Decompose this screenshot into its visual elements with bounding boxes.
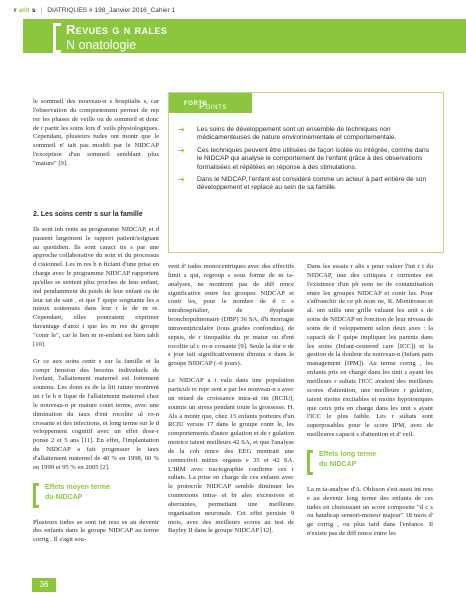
- column-1-top: [33, 98, 159, 169]
- column-3: [307, 263, 433, 539]
- box-heading-long-term: [307, 450, 433, 476]
- page-number: 36: [32, 578, 56, 592]
- column-1: [33, 211, 159, 545]
- issue-info: DIATRIQUES # 198_Janvier 2016_Cahier 1: [47, 7, 176, 14]
- heading-bracket-icon: [33, 483, 39, 508]
- key-points-list: [169, 126, 443, 197]
- heading-bracket-icon: [307, 450, 313, 475]
- paragraph: Ils sont inh rents au programme NIDCAP, et d passent largement le rapport patient/soignant au quotidien. Ils sont caract ris s par une approche collaborative du soin et du processus d cisionnel. Les m res b n ficiant d'une prise en charge avec le programme NIDCAP rapportent qu'elles se sentent plus proches de leur enfant, ind pendamment du poids de leur enfant ou de leur tat de sant , et que l' quipe soignante les a mieux soutenues dans leur r le de m re. Cependant, elles pourraient exprimer davantage d'anxi t que les m res du groupe "contr le", car le lien m re-enfant est bien tabli [10].: [33, 225, 159, 348]
- journal-brand: r alit s: [14, 7, 36, 14]
- key-point-item: ➔ Ces techniques peuvent être utilisées de façon isolée ou intégrée, comme dans le NIDCAP qui analyse le comportement de l'enfant grâce à des observations formalisées et répétées en réponse à des stimulations.: [178, 145, 430, 171]
- section-title: Revues g n rales: [66, 22, 168, 37]
- box-heading-line-2: du NIDCAP: [319, 460, 357, 468]
- arrow-right-icon: ➔: [178, 145, 185, 155]
- key-points-tab: [169, 93, 252, 113]
- paragraph: Le NIDCAP a t valu dans une population particuli re repr sent e par les nouveau-n s avec un retard de croissance intra-ut rin (RCIU), soumis un stress pendant toute la grossesse. H. Als a montr que, chez 13 enfants porteurs d'un RCIU versus 17 dans le groupe contr le, les comportements d'autor gulation et de r gulation motrice taient meilleurs 42 SA, et que l'analyse de la coh rence des EEG montrait une connectivit mieux organis e 35 et 42 SA. L'IRM avec tractographie confirme ces r sultats. La prise en charge de ces enfants avec le protocole NIDCAP semble diminuer les connexions intra- et br ales excessives et aberrantes, permettant une meilleure organisation neuronale. Cet effet persiste 9 mois, avec des meilleurs scores au test de Bayley II dans le groupe NIDCAP [12].: [168, 377, 294, 535]
- box-heading-line-1: Effets moyen terme: [45, 483, 110, 491]
- key-point-item: ➔ Les soins de développement sont un ensemble de techniques non médicamenteuses de nature environnementale et comportementale.: [178, 125, 397, 142]
- subsection-heading: 2. Les soins centr s sur la famille: [33, 211, 143, 218]
- box-heading-line-2: du NIDCAP: [45, 493, 83, 501]
- column-2: [168, 263, 294, 536]
- banner-bracket-icon: [53, 23, 61, 53]
- section-subtitle: N onatologie: [66, 38, 137, 52]
- paragraph: Plusieurs tudes se sont int ress es au devenir des enfants dans le groupe NIDCAP au terme corrig . Il s'agit sou-: [33, 518, 159, 544]
- paragraph: le sommeil des nouveau-n s hospitalis s, car l'observation du comportement permet de rep rer les phases de veille ou de sommeil et donc de r partir les soins lors d' veils physiologiques. Cependant, plusieurs tudes ont montr que le sommeil n' tait pas modifi par le NIDCAP l'exception d'un sommeil semblant plus "mature" [9].: [33, 98, 159, 167]
- paragraph: La m ta-analyse d'A. Ohlsson s'est aussi int ress e au devenir long terme des enfants de ces tudes en choisissant un score composite "d c s ou handicap sensori-moteur majeur" 18 mois d' ge corrig , ou plus tard dans l'enfance. Il n'existe pas de diff rence entre les: [307, 485, 433, 538]
- key-point-item: ➔ Dans le NIDCAP, l'enfant est considéré comme un acteur à part entière de son développement et replacé au sein de sa famille.: [178, 175, 427, 192]
- box-heading-line-1: Effets long terme: [319, 450, 377, 458]
- header-separator: |: [40, 7, 43, 14]
- running-header: [14, 7, 175, 14]
- paragraph: Gr ce aux soins centr s sur la famille et la compr hension des besoins individuels de l'enfant, l'allaitement maternel est fortement soutenu. Les donn es de la litt rature montrent un r le b n fique de l'allaitement maternel chez le nouveau-n pr mature court terme, avec une diminution du taux d'ent rocolite ul ro-n crosante et des infections, et long terme sur le d veloppement cognitif avec un effet dose-r ponse 2 et 5 ans [11]. En effet, l'implantation du NIDCAP a fait progresser le taux d'allaitement maternel de 40 % en 1998, 60 % en 1999 et 95 % en 2005 [2].: [33, 357, 159, 471]
- paragraph: vent d' tudes monocentriques avec des effectifs limit s qui, regroup s sous forme de m ta-analyses, ne montrent pas de diff rence significative entre les groupes NIDCAP et contr les, pour le nombre de d c s intrahospitalier, de dysplasie bronchopulmonaire (DBP) 36 SA, d'h morragie intraventriculaire (tous grades confondus), de sepsis, de r tinopathie du pr matur ou d'ent rocolite ul c ro-n crosante [9]. Seule la dur e de s jour tait significativement diminu e dans le groupe NIDCAP (–6 jours).: [168, 263, 294, 368]
- paragraph: Dans les essais r alis s pour valuer l'int r t du NIDCAP, une des critiques r currentes est l'existence d'un ph nom ne de contamination entre les groupes NIDCAP et contr les. Pour s'affranchir de ce ph nom ne, R. Montirosso et al. ont utilis une grille valuant les unit s de soins de NIDCAP en fonction de leur niveau de soins de d veloppement selon deux axes : la capacit de l' quipe impliquer les parents dans les soins (Infant-centered care [ICC]) et la gestion de la douleur du nouveau-n (Infant pain management [IPM]). Au terme corrig , les enfants pris en charge dans les unit s ayant les meilleurs r sultats l'ICC avaient des meilleurs scores d'attention, une meilleure r gulation, taient moins excitables et moins hypotoniques que ceux pris en charge dans les unit s ayant l'ICC le plus faible. Les r sultats sont superposables pour le score IPM, avec de meilleures capacit s d'attention et d' veil.: [307, 263, 433, 439]
- box-heading-medium-term: [33, 483, 159, 509]
- key-points-title: Points forts: [184, 97, 227, 111]
- arrow-right-icon: ➔: [178, 125, 185, 134]
- arrow-right-icon: ➔: [178, 175, 185, 185]
- key-points-box: [168, 92, 444, 253]
- key-points-header: [169, 93, 443, 117]
